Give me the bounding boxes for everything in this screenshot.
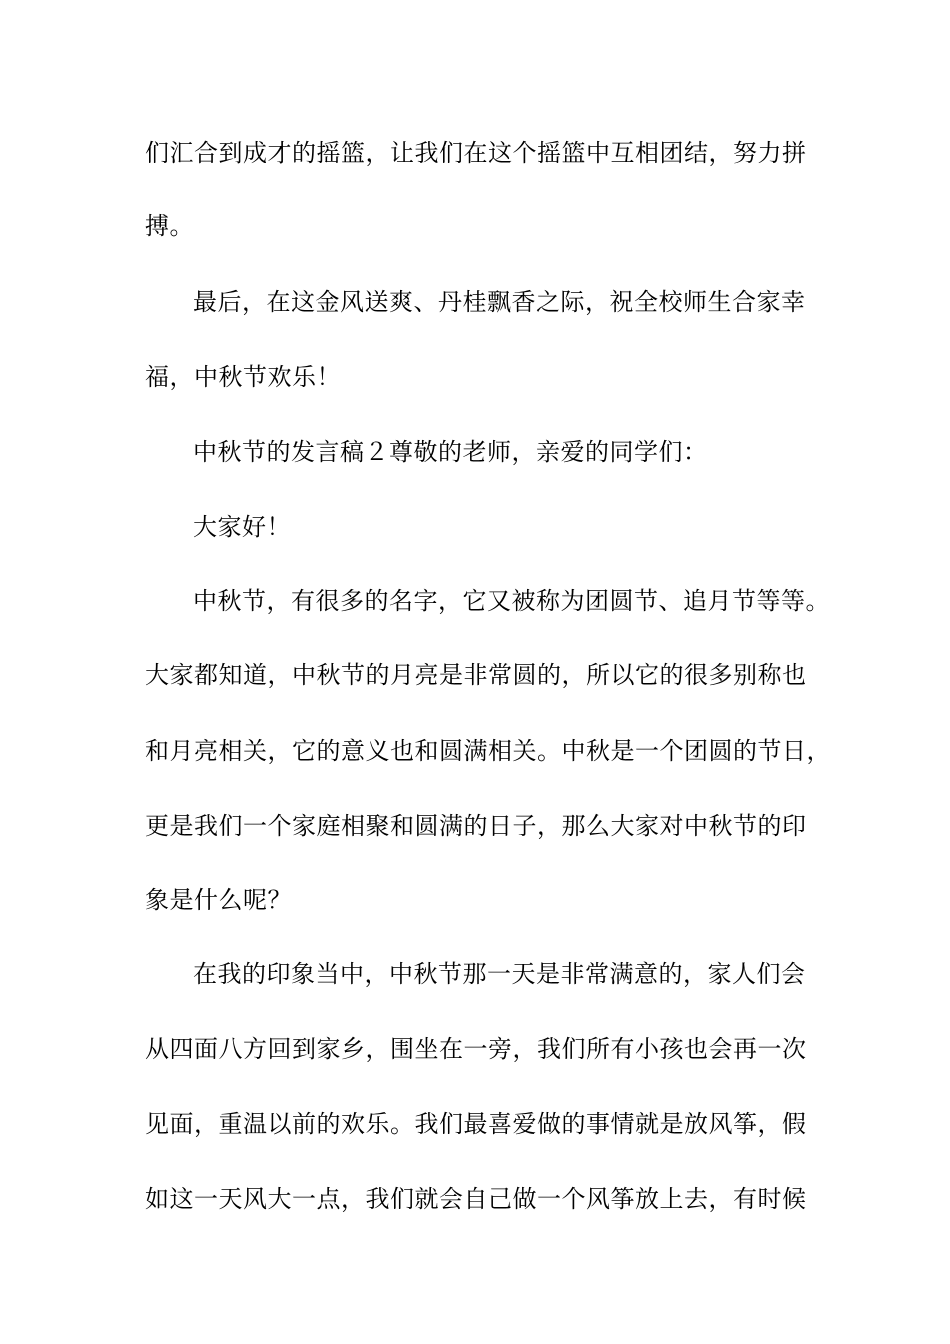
paragraph-start-line: 大家好！ [193, 513, 291, 541]
text-line: 从四面八方回到家乡，围坐在一旁，我们所有小孩也会再一次 [145, 1035, 807, 1063]
text-line: 大家都知道，中秋节的月亮是非常圆的，所以它的很多别称也 [145, 661, 807, 689]
text-line: 如这一天风大一点，我们就会自己做一个风筝放上去，有时候 [145, 1185, 807, 1213]
paragraph-start-line: 在我的印象当中，中秋节那一天是非常满意的，家人们会 [193, 960, 806, 988]
text-line: 更是我们一个家庭相聚和圆满的日子，那么大家对中秋节的印 [145, 812, 807, 840]
text-line: 福，中秋节欢乐！ [145, 363, 341, 391]
text-line: 搏。 [145, 212, 194, 240]
paragraph-start-line: 中秋节，有很多的名字，它又被称为团圆节、追月节等等。 [193, 587, 830, 615]
text-line: 和月亮相关，它的意义也和圆满相关。中秋是一个团圆的节日， [145, 737, 831, 765]
text-line: 见面，重温以前的欢乐。我们最喜爱做的事情就是放风筝，假 [145, 1110, 807, 1138]
text-line: 们汇合到成才的摇篮，让我们在这个摇篮中互相团结，努力拼 [145, 139, 807, 167]
paragraph-start-line: 中秋节的发言稿２尊敬的老师，亲爱的同学们： [193, 438, 708, 466]
text-line: 象是什么呢？ [145, 886, 292, 914]
paragraph-start-line: 最后，在这金风送爽、丹桂飘香之际，祝全校师生合家幸 [193, 288, 806, 316]
